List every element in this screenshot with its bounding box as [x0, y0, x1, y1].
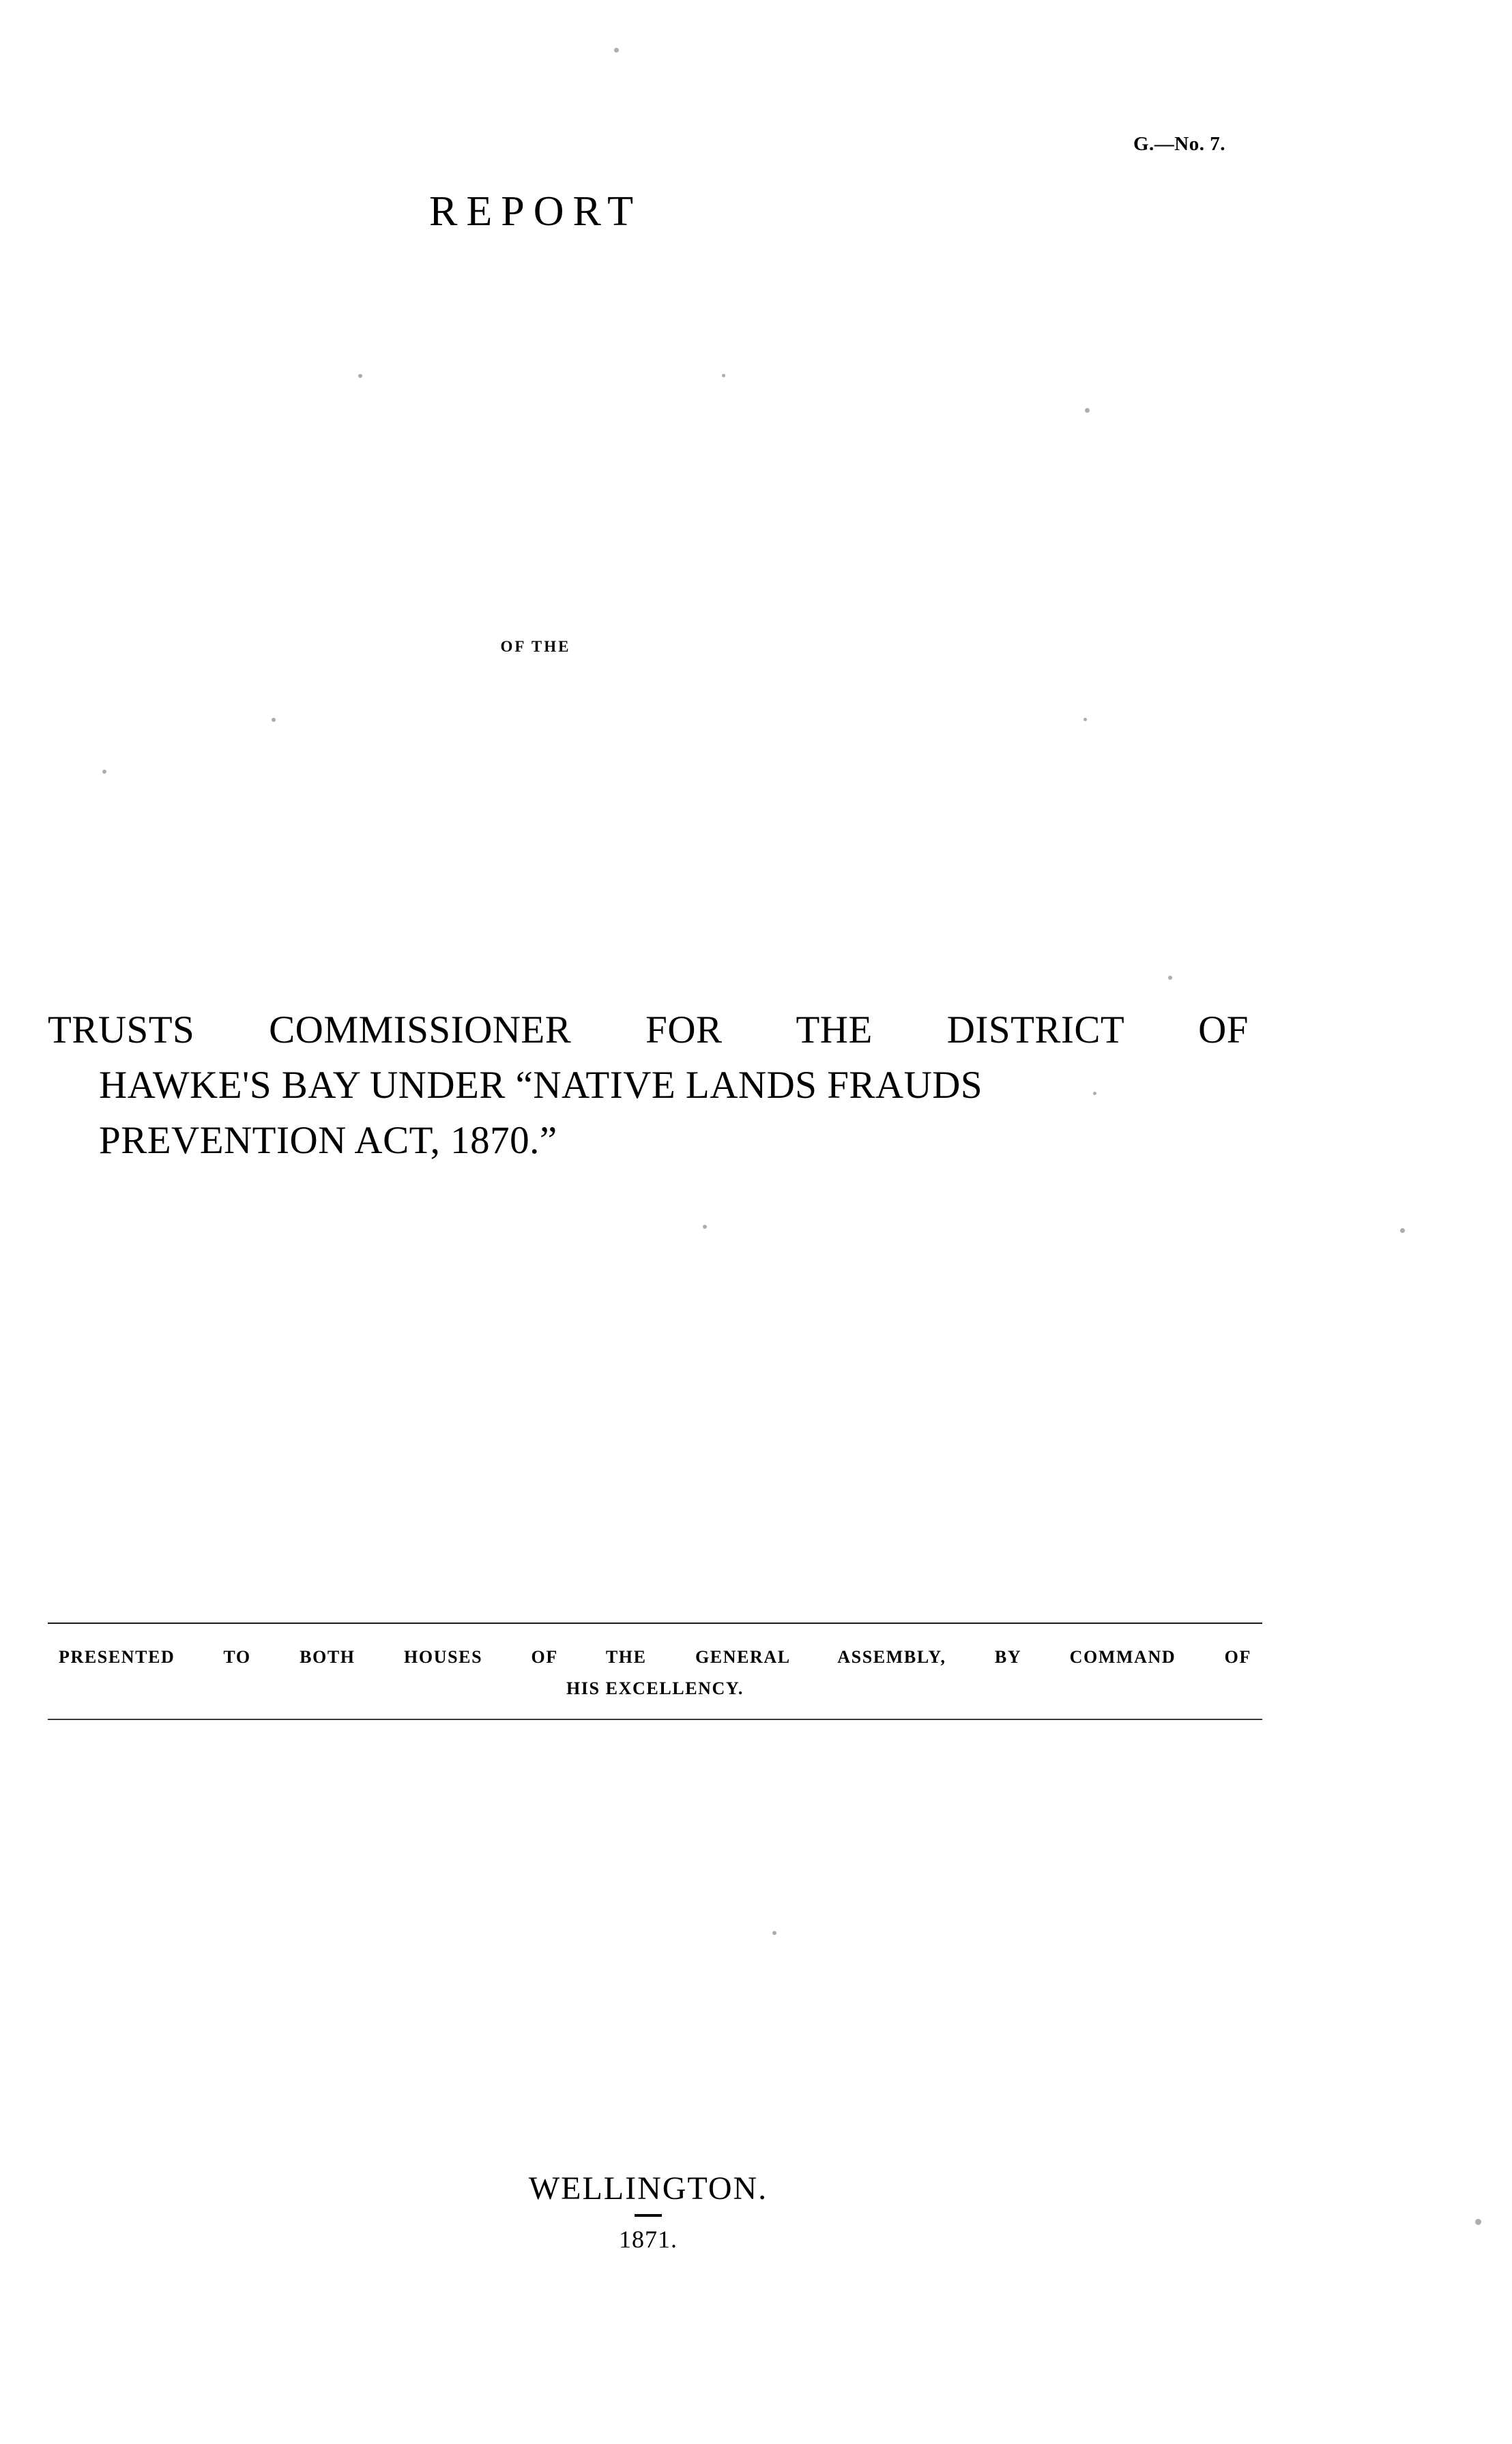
imprint-dash-ornament: [635, 2214, 662, 2217]
subject-line-3: PREVENTION ACT, 1870.”: [99, 1118, 557, 1162]
of-the-label: OF THE: [500, 638, 571, 655]
scan-speck: [1084, 718, 1087, 721]
scan-speck: [1085, 408, 1090, 413]
report-heading: REPORT: [429, 188, 642, 235]
scan-speck: [722, 374, 725, 377]
scan-speck: [772, 1931, 776, 1935]
scan-speck: [272, 718, 276, 722]
scan-speck: [102, 770, 106, 774]
presented-line-1: PRESENTED TO BOTH HOUSES OF THE GENERAL ASSEMBLY, BY COMMAND OF: [59, 1647, 1251, 1667]
subject-line-1: TRUSTS COMMISSIONER FOR THE DISTRICT OF: [48, 1008, 1249, 1051]
document-number: G.—No. 7.: [1133, 133, 1225, 155]
scan-speck: [358, 374, 362, 378]
scan-speck: [703, 1225, 707, 1229]
imprint-year: 1871.: [619, 2226, 678, 2253]
divider-rule-bottom: [48, 1719, 1262, 1720]
scan-speck: [1475, 2219, 1481, 2225]
imprint: [0, 2170, 1296, 2254]
document-subject: [48, 1003, 1249, 1169]
scan-speck: [1400, 1228, 1405, 1233]
presented-line-2: HIS EXCELLENCY.: [566, 1678, 744, 1698]
presented-to-text: [48, 1624, 1262, 1719]
scan-speck: [614, 48, 619, 53]
scan-speck: [1168, 976, 1172, 980]
imprint-city: WELLINGTON.: [528, 2170, 768, 2207]
subject-line-2: HAWKE'S BAY UNDER “NATIVE LANDS FRAUDS: [99, 1063, 983, 1107]
presented-to-block: [48, 1623, 1262, 1720]
